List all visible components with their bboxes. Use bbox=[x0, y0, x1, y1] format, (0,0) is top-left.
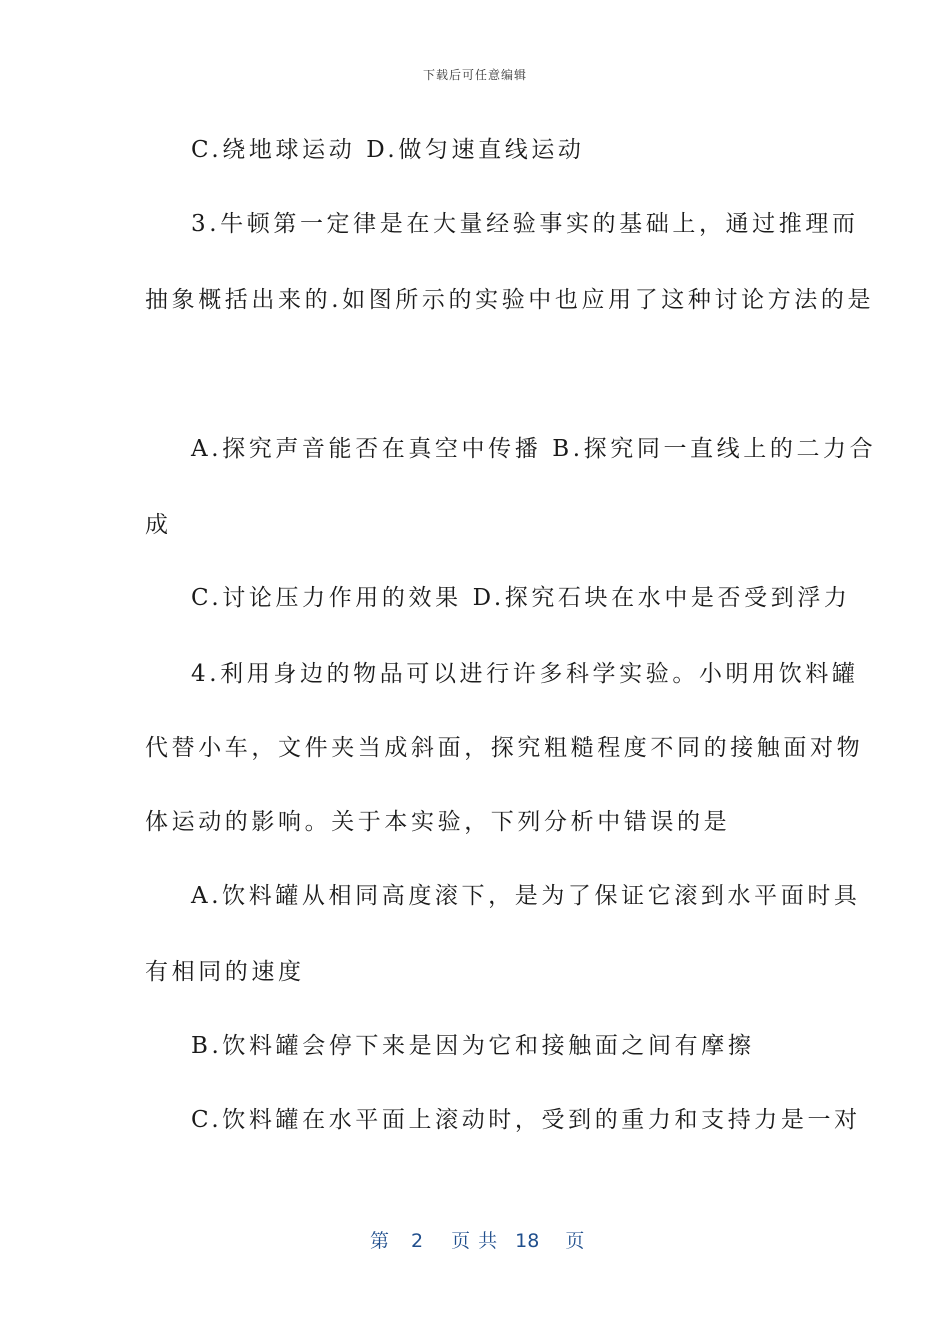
footer-page-middle: 页共 bbox=[451, 1230, 506, 1252]
footer-page-total: 18 bbox=[515, 1230, 540, 1252]
text-line-option-cd: C.绕地球运动 D.做匀速直线运动 bbox=[191, 137, 585, 163]
footer-page-prefix: 第 bbox=[370, 1230, 390, 1252]
text-line-question-4: 4.利用身边的物品可以进行许多科学实验。小明用饮料罐 bbox=[191, 661, 859, 687]
text-line-question-4-cont-1: 代替小车，文件夹当成斜面，探究粗糙程度不同的接触面对物 bbox=[145, 735, 864, 761]
footer-page-number: 2 bbox=[411, 1230, 424, 1252]
text-line-question-3-cont: 抽象概括出来的.如图所示的实验中也应用了这种讨论方法的是 bbox=[145, 287, 875, 313]
text-line-option-a: A.饮料罐从相同高度滚下，是为了保证它滚到水平面时具 bbox=[191, 883, 861, 909]
text-line-option-cd-2: C.讨论压力作用的效果 D.探究石块在水中是否受到浮力 bbox=[191, 585, 851, 611]
text-line-option-c: C.饮料罐在水平面上滚动时，受到的重力和支持力是一对 bbox=[191, 1107, 861, 1133]
text-line-option-ab: A.探究声音能否在真空中传播 B.探究同一直线上的二力合 bbox=[191, 436, 877, 462]
text-line-question-3: 3.牛顿第一定律是在大量经验事实的基础上，通过推理而 bbox=[191, 211, 859, 237]
text-line-option-a-cont: 有相同的速度 bbox=[145, 959, 305, 985]
page-header: 下载后可任意编辑 bbox=[422, 68, 527, 82]
text-line-question-4-cont-2: 体运动的影响。关于本实验，下列分析中错误的是 bbox=[145, 809, 731, 835]
page-footer bbox=[370, 1226, 584, 1253]
footer-page-suffix: 页 bbox=[565, 1230, 585, 1252]
text-line-option-ab-cont: 成 bbox=[145, 512, 172, 538]
text-line-option-b: B.饮料罐会停下来是因为它和接触面之间有摩擦 bbox=[191, 1033, 755, 1059]
